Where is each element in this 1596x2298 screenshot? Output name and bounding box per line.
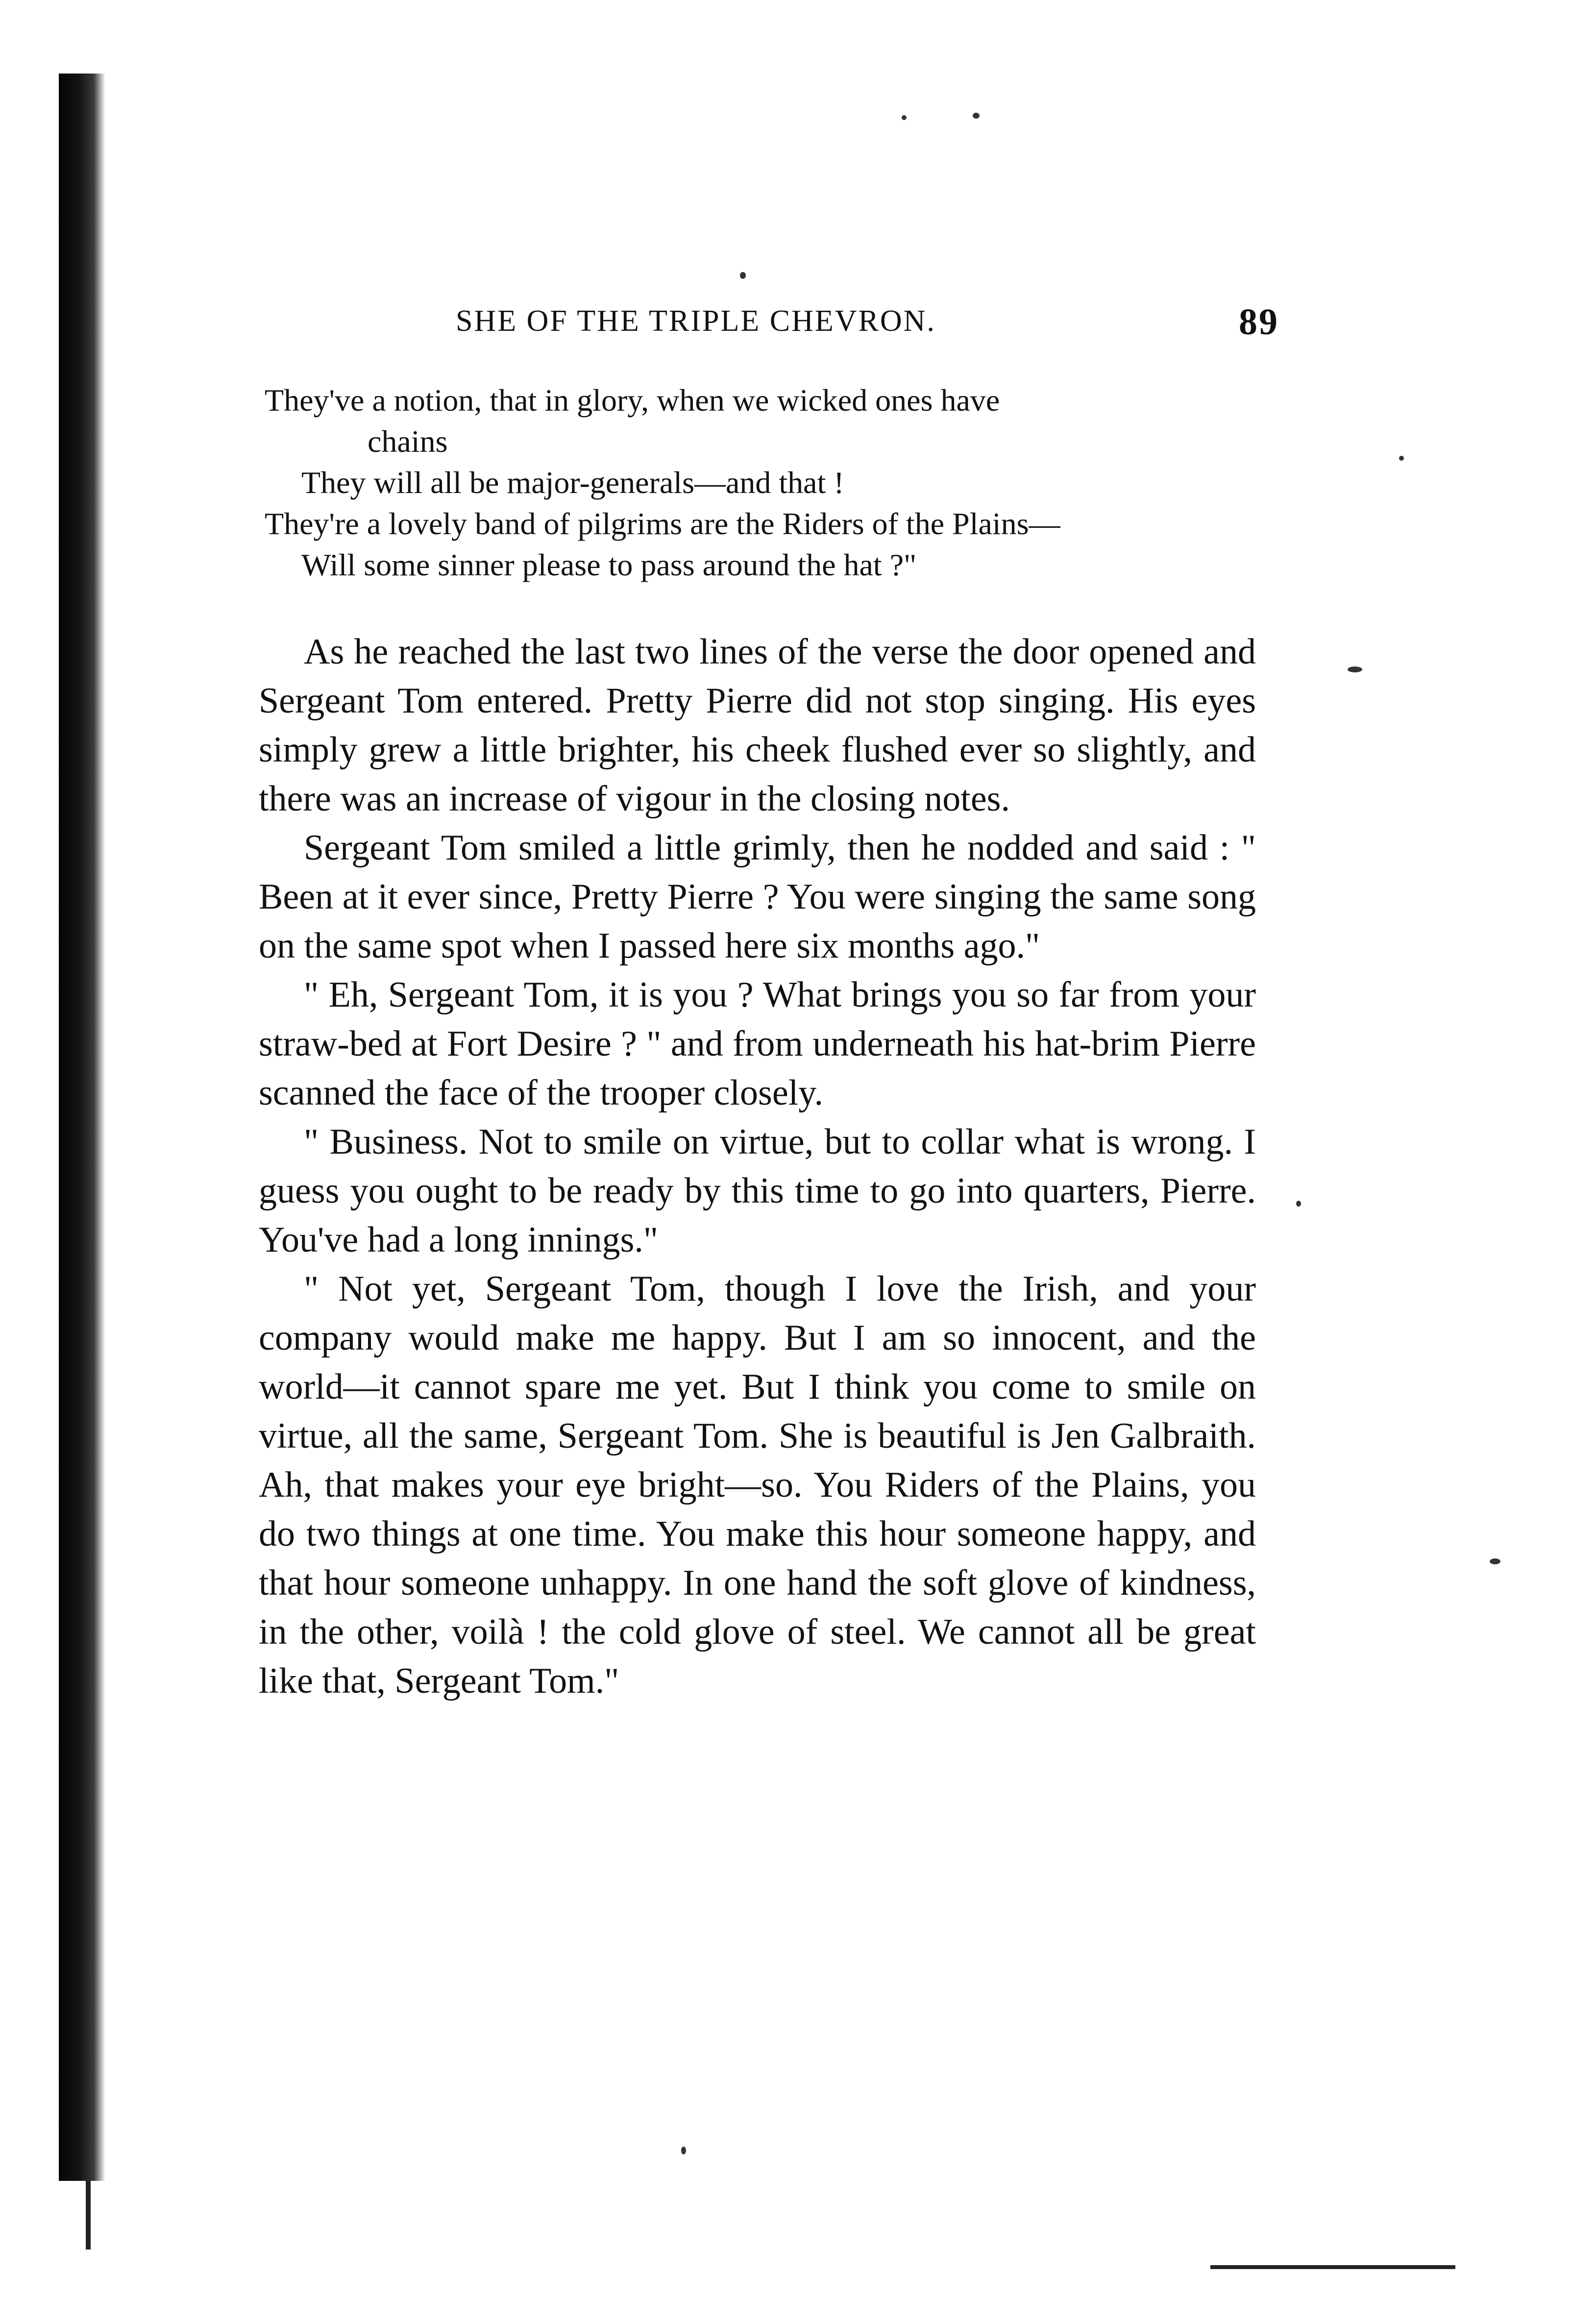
scan-speck — [902, 115, 907, 120]
paragraph: " Not yet, Sergeant Tom, though I love the Irish, and your company would make me happy. But I am so innocent, and the world—it cannot spare me yet. But I think you come to smile on virtue, all the same, Sergeant Tom. She is beautiful is Jen Galbraith. Ah, that makes your eye bright—so. You Riders of the Plains, you do two things at one time. You make this hour someone happy, and that hour someone unhappy. In one hand the soft glove of kindness, in the other, voilà ! the cold glove of steel. We cannot all be great like that, Sergeant Tom." — [259, 1269, 1256, 1701]
scan-speck — [681, 2147, 686, 2154]
body-text — [259, 627, 1256, 1705]
page-number: 89 — [1239, 301, 1279, 343]
verse-line: They will all be major-generals—and that ! — [301, 465, 844, 500]
scan-speck — [1490, 1558, 1500, 1564]
verse-line: They're a lovely band of pilgrims are the Riders of the Plains— — [265, 506, 1060, 541]
page-header — [456, 301, 1279, 343]
gutter-mark — [86, 2181, 91, 2249]
verse-line: chains — [368, 424, 448, 459]
paragraph: " Eh, Sergeant Tom, it is you ? What brings you so far from your straw-bed at Fort Desire ? " and from underneath his hat-brim Pierre scanned the face of the trooper closely. — [259, 975, 1256, 1113]
scan-speck — [1399, 456, 1404, 461]
scan-speck — [1296, 1201, 1301, 1207]
verse-block — [265, 380, 1269, 586]
paragraph: Sergeant Tom smiled a little grimly, then he nodded and said : " Been at it ever since, Pretty Pierre ? You were singing the same song on the same spot when I passed here six months ago." — [259, 828, 1256, 966]
scan-speck — [973, 113, 980, 119]
paragraph: As he reached the last two lines of the verse the door opened and Sergeant Tom entered. Pretty Pierre did not stop singing. His eyes simply grew a little brighter, his cheek flushed ever so slightly, and there was an increase of vigour in the closing notes. — [259, 632, 1256, 819]
bottom-scan-mark — [1210, 2265, 1455, 2269]
running-title: SHE OF THE TRIPLE CHEVRON. — [456, 304, 936, 338]
page-gutter-shadow — [59, 74, 105, 2181]
verse-line: They've a notion, that in glory, when we wicked ones have — [265, 383, 1000, 418]
scan-speck — [740, 272, 746, 279]
verse-line: Will some sinner please to pass around the hat ?" — [301, 547, 917, 582]
scan-speck — [1348, 667, 1362, 672]
paragraph: " Business. Not to smile on virtue, but to collar what is wrong. I guess you ought to be ready by this time to go into quarters, Pierre. You've had a long innings." — [259, 1122, 1256, 1260]
